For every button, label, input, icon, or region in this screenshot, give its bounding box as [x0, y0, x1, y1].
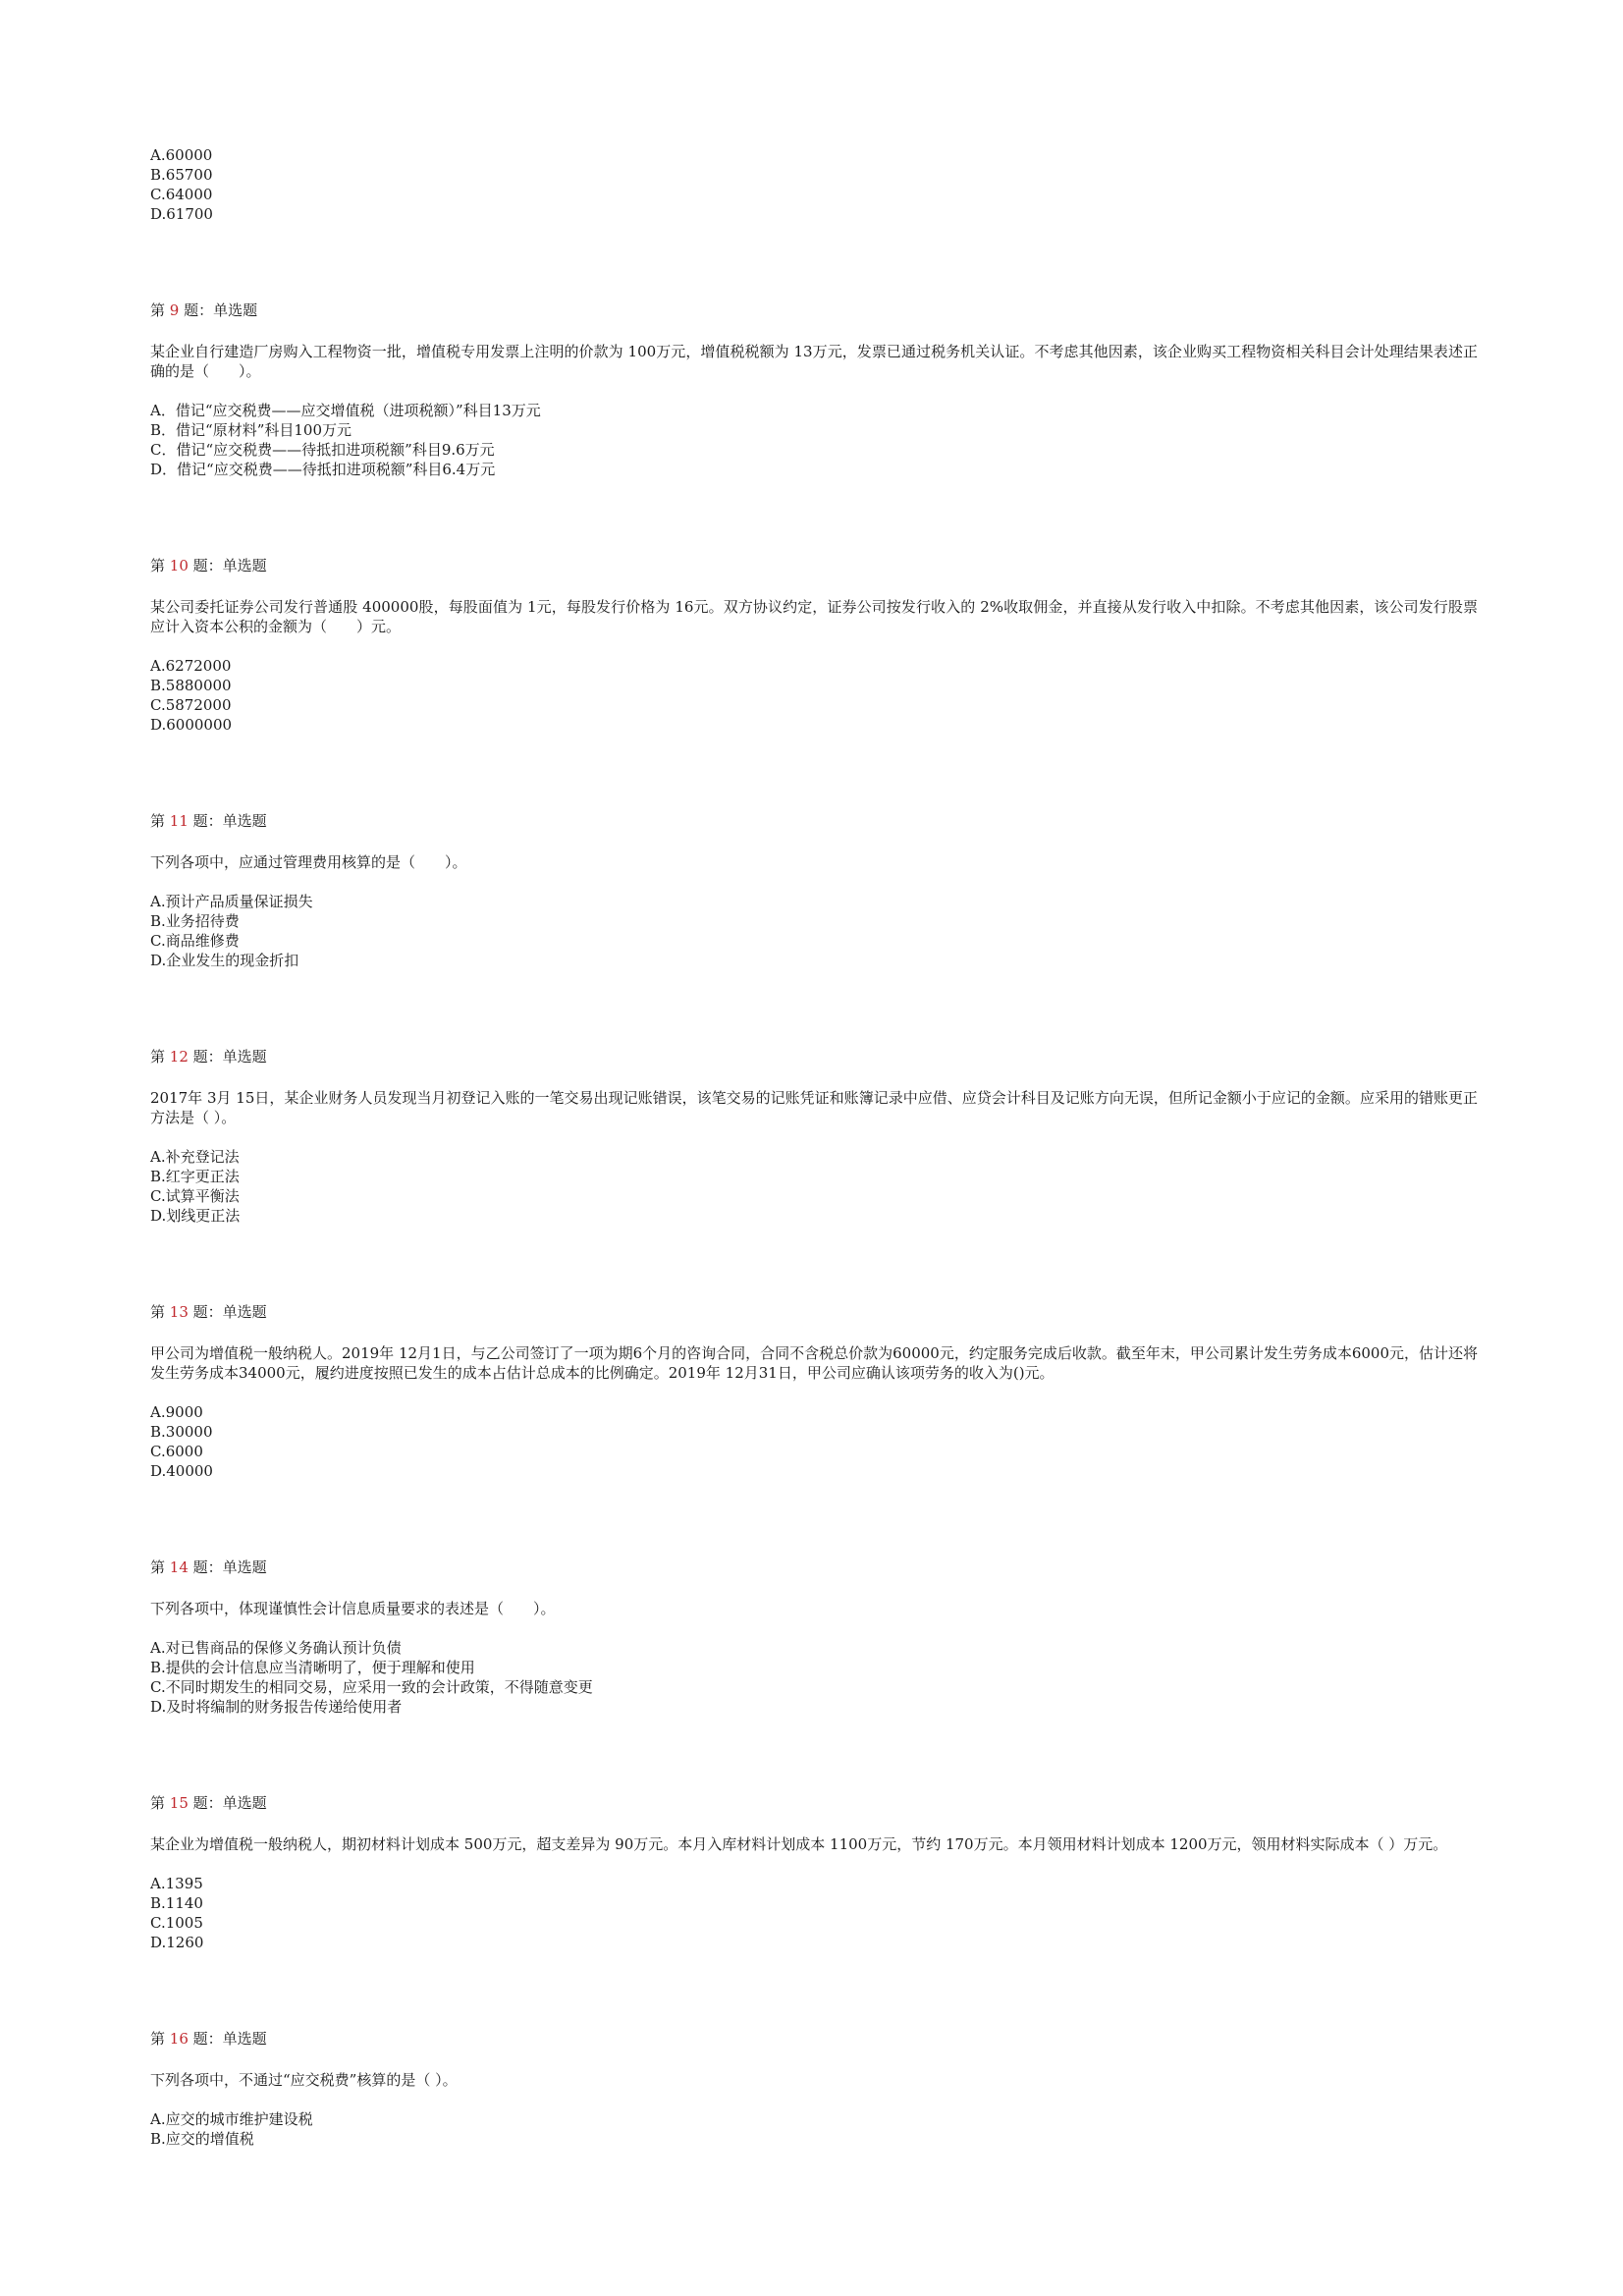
- question-number: 15: [169, 1794, 189, 1812]
- question-stem: 2017年 3月 15日，某企业财务人员发现当月初登记入账的一笔交易出现记账错误，该笔交易的记账凭证和账簿记录中应借、应贷会计科目及记账方向无误，但所记金额小于应记的金额。应采用的错账更正方法是（ ）。: [150, 1089, 1478, 1126]
- question-prefix: 第: [150, 2030, 166, 2048]
- option-d: D.6000000: [150, 716, 233, 734]
- question-header: [150, 556, 1478, 575]
- question-prefix: 第: [150, 1303, 166, 1321]
- question-10: [150, 556, 1478, 735]
- option-list: [150, 892, 1478, 970]
- option-c: C.商品维修费: [150, 932, 240, 950]
- option-list: [150, 1402, 1478, 1481]
- option-list: [150, 656, 1478, 735]
- question-13: [150, 1302, 1478, 1481]
- question-stem: 某企业为增值税一般纳税人，期初材料计划成本 500万元，超支差异为 90万元。本月入库材料计划成本 1100万元，节约 170万元。本月领用材料计划成本 1200万元，领用材料实际成本（ ）万元。: [150, 1835, 1448, 1853]
- question-header: [150, 1302, 1478, 1322]
- option-c: C.试算平衡法: [150, 1187, 240, 1205]
- option-list: [150, 1147, 1478, 1226]
- question-stem: 甲公司为增值税一般纳税人。2019年 12月1日，与乙公司签订了一项为期6个月的咨询合同，合同不含税总价款为60000元，约定服务完成后收款。截至年末，甲公司累计发生劳务成本6000元，估计还将发生劳务成本34000元，履约进度按照已发生的成本占估计总成本的比例确定。2019年 12月31日，甲公司应确认该项劳务的收入为()元。: [150, 1344, 1479, 1382]
- document-page: [150, 145, 1478, 2149]
- question-header: [150, 1793, 1478, 1813]
- question-stem: 下列各项中，不通过“应交税费”核算的是（ ）。: [150, 2071, 458, 2089]
- option-a: A.补充登记法: [150, 1148, 240, 1166]
- question-header: [150, 811, 1478, 831]
- question-number: 14: [169, 1558, 189, 1576]
- question-type: 题：单选题: [192, 1048, 267, 1066]
- option-a: A.预计产品质量保证损失: [150, 893, 313, 910]
- option-a: A．借记“应交税费——应交增值税（进项税额）”科目13万元: [150, 402, 541, 419]
- question-stem: 下列各项中，体现谨慎性会计信息质量要求的表述是（ ）。: [150, 1600, 556, 1617]
- question-type: 题：单选题: [192, 812, 267, 830]
- option-b: B.业务招待费: [150, 912, 240, 930]
- option-d: D.61700: [150, 205, 213, 223]
- option-b: B.应交的增值税: [150, 2130, 254, 2148]
- option-c: C.1005: [150, 1914, 203, 1932]
- option-c: C.6000: [150, 1443, 203, 1460]
- option-b: B.1140: [150, 1894, 203, 1912]
- option-d: D.1260: [150, 1934, 204, 1951]
- option-list: [150, 1638, 1478, 1717]
- option-c: C.5872000: [150, 696, 232, 714]
- question-prefix: 第: [150, 812, 166, 830]
- option-a: A.应交的城市维护建设税: [150, 2110, 313, 2128]
- question-11: [150, 811, 1478, 970]
- question-header: [150, 301, 1478, 320]
- option-a: A.9000: [150, 1403, 203, 1421]
- question-header: [150, 2029, 1478, 2049]
- question-prefix: 第: [150, 1794, 166, 1812]
- option-b: B.30000: [150, 1423, 213, 1441]
- question-type: 题：单选题: [192, 1558, 267, 1576]
- option-b: B.5880000: [150, 677, 232, 694]
- option-list: [150, 1874, 1478, 1952]
- option-d: D.40000: [150, 1462, 213, 1480]
- question-prefix: 第: [150, 557, 166, 574]
- question-12: [150, 1047, 1478, 1226]
- option-d: D.企业发生的现金折扣: [150, 952, 299, 969]
- question-number: 11: [169, 812, 189, 830]
- question-header: [150, 1047, 1478, 1066]
- question-header: [150, 1558, 1478, 1577]
- option-c: C．借记“应交税费——待抵扣进项税额”科目9.6万元: [150, 441, 495, 459]
- question-type: 题：单选题: [184, 301, 258, 319]
- question-type: 题：单选题: [192, 1794, 267, 1812]
- question-number: 12: [169, 1048, 189, 1066]
- question-number: 16: [169, 2030, 189, 2048]
- option-a: A.6272000: [150, 657, 232, 675]
- question-14: [150, 1558, 1478, 1717]
- option-list: [150, 401, 1478, 479]
- option-b: B．借记“原材料”科目100万元: [150, 421, 352, 439]
- option-d: D.划线更正法: [150, 1207, 241, 1225]
- option-d: D．借记“应交税费——待抵扣进项税额”科目6.4万元: [150, 461, 496, 478]
- option-a: A.60000: [150, 146, 213, 164]
- question-type: 题：单选题: [192, 557, 267, 574]
- question-stem: 某公司委托证券公司发行普通股 400000股，每股面值为 1元，每股发行价格为 16元。双方协议约定，证券公司按发行收入的 2%收取佣金，并直接从发行收入中扣除。不考虑其他因素，该公司发行股票应计入资本公积的金额为（ ）元。: [150, 598, 1478, 635]
- question-prefix: 第: [150, 1558, 166, 1576]
- option-b: B.红字更正法: [150, 1168, 240, 1185]
- option-a: A.对已售商品的保修义务确认预计负债: [150, 1639, 402, 1657]
- question-stem: 某企业自行建造厂房购入工程物资一批，增值税专用发票上注明的价款为 100万元，增值税税额为 13万元，发票已通过税务机关认证。不考虑其他因素，该企业购买工程物资相关科目会计处理结果表述正确的是（ ）。: [150, 343, 1478, 380]
- option-list: [150, 2109, 1478, 2149]
- question-number: 13: [169, 1303, 189, 1321]
- option-a: A.1395: [150, 1875, 203, 1892]
- question-type: 题：单选题: [192, 1303, 267, 1321]
- question-number: 9: [169, 301, 180, 319]
- option-c: C.不同时期发生的相同交易，应采用一致的会计政策，不得随意变更: [150, 1678, 593, 1696]
- question-stem: 下列各项中，应通过管理费用核算的是（ ）。: [150, 853, 467, 871]
- question-prefix: 第: [150, 1048, 166, 1066]
- question-16: [150, 2029, 1478, 2149]
- option-list-previous: [150, 145, 1478, 224]
- question-15: [150, 1793, 1478, 1952]
- question-type: 题：单选题: [192, 2030, 267, 2048]
- option-b: B.65700: [150, 166, 213, 184]
- option-d: D.及时将编制的财务报告传递给使用者: [150, 1698, 403, 1716]
- option-c: C.64000: [150, 186, 213, 203]
- option-b: B.提供的会计信息应当清晰明了，便于理解和使用: [150, 1659, 475, 1676]
- question-prefix: 第: [150, 301, 166, 319]
- question-number: 10: [169, 557, 189, 574]
- question-9: [150, 301, 1478, 479]
